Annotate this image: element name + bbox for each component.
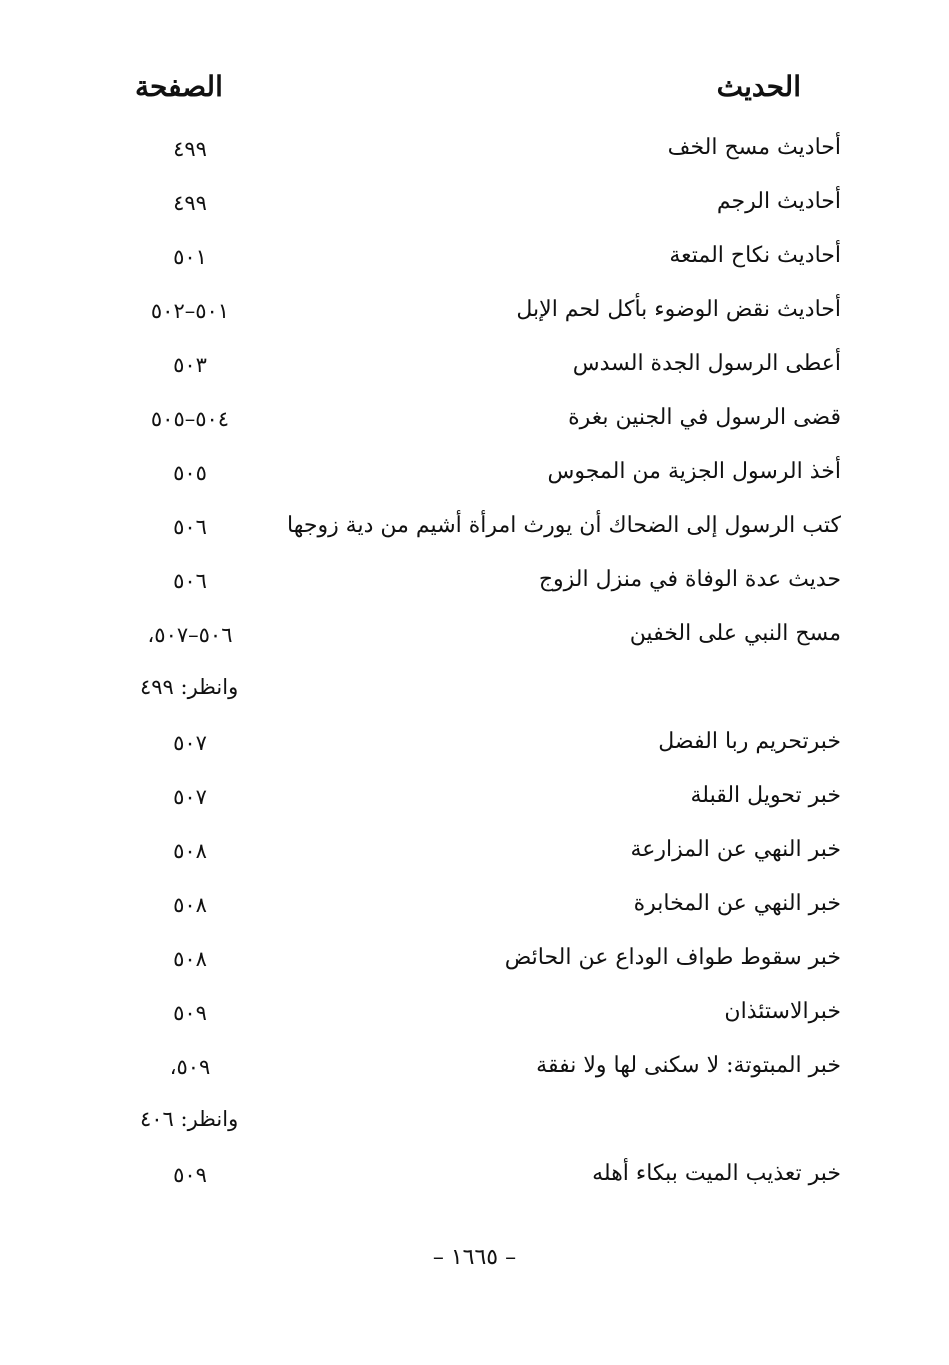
entry-page: ٥٠٩ bbox=[173, 1163, 207, 1187]
entry-title: خبر سقوط طواف الوداع عن الحائض bbox=[504, 945, 841, 970]
index-entries bbox=[0, 125, 949, 1205]
entry-page: ٥٠٤–٥٠٥ bbox=[150, 407, 230, 431]
index-entry bbox=[0, 827, 949, 881]
index-entry bbox=[0, 1151, 949, 1205]
entry-title: خبر تحويل القبلة bbox=[690, 783, 841, 808]
index-entry bbox=[0, 881, 949, 935]
index-entry bbox=[0, 125, 949, 179]
entry-title: خبرتحريم ربا الفضل bbox=[658, 729, 841, 754]
entry-title: خبر تعذيب الميت ببكاء أهله bbox=[592, 1161, 841, 1186]
index-entry bbox=[0, 449, 949, 503]
entry-title: أحاديث نقض الوضوء بأكل لحم الإبل bbox=[516, 297, 841, 322]
index-entry bbox=[0, 233, 949, 287]
entry-title: خبر المبتوتة: لا سكنى لها ولا نفقة bbox=[536, 1053, 841, 1078]
index-entry bbox=[0, 287, 949, 341]
entry-title: أخذ الرسول الجزية من المجوس bbox=[547, 459, 841, 484]
entry-title: أحاديث مسح الخف bbox=[667, 135, 841, 160]
entry-page: ٥٠٥ bbox=[173, 461, 207, 485]
entry-title: خبر النهي عن المخابرة bbox=[633, 891, 841, 916]
entry-title: حديث عدة الوفاة في منزل الزوج bbox=[538, 567, 841, 592]
index-entry bbox=[0, 1043, 949, 1097]
see-also-entry bbox=[0, 665, 949, 719]
entry-title: كتب الرسول إلى الضحاك أن يورث امرأة أشيم من دية زوجها bbox=[287, 513, 841, 538]
index-entry bbox=[0, 989, 949, 1043]
column-header-hadith: الحديث bbox=[716, 70, 801, 103]
see-also-reference: وانظر: ٤٠٦ bbox=[140, 1107, 239, 1131]
entry-page: ٥٠١ bbox=[173, 245, 207, 269]
entry-title: قضى الرسول في الجنين بغرة bbox=[568, 405, 841, 430]
entry-title: أحاديث الرجم bbox=[716, 189, 841, 214]
entry-page: ٥٠٨ bbox=[173, 893, 207, 917]
entry-page: ٥٠٩ bbox=[173, 1001, 207, 1025]
index-entry bbox=[0, 557, 949, 611]
entry-page: ٥٠٧ bbox=[173, 731, 207, 755]
entry-page: ٥٠٩، bbox=[169, 1055, 211, 1079]
see-also-entry bbox=[0, 1097, 949, 1151]
entry-title: أحاديث نكاح المتعة bbox=[669, 243, 841, 268]
index-entry bbox=[0, 773, 949, 827]
entry-page: ٥٠٦ bbox=[173, 569, 207, 593]
index-entry bbox=[0, 341, 949, 395]
entry-page: ٤٩٩ bbox=[173, 137, 207, 161]
entry-page: ٥٠٨ bbox=[173, 947, 207, 971]
entry-page: ٤٩٩ bbox=[173, 191, 207, 215]
page-number: – ١٦٦٥ – bbox=[432, 1245, 517, 1270]
entry-title: أعطى الرسول الجدة السدس bbox=[572, 351, 841, 376]
index-entry bbox=[0, 935, 949, 989]
entry-page: ٥٠٣ bbox=[173, 353, 207, 377]
entry-page: ٥٠٦–٥٠٧، bbox=[147, 623, 233, 647]
entry-title: خبر النهي عن المزارعة bbox=[630, 837, 841, 862]
index-entry bbox=[0, 395, 949, 449]
see-also-reference: وانظر: ٤٩٩ bbox=[140, 675, 239, 699]
index-entry bbox=[0, 179, 949, 233]
column-header-page: الصفحة bbox=[135, 70, 223, 103]
index-entry bbox=[0, 503, 949, 557]
entry-page: ٥٠٧ bbox=[173, 785, 207, 809]
index-entry bbox=[0, 611, 949, 665]
entry-page: ٥٠٨ bbox=[173, 839, 207, 863]
entry-title: مسح النبي على الخفين bbox=[629, 621, 841, 646]
entry-title: خبرالاستئذان bbox=[724, 999, 841, 1024]
entry-page: ٥٠١–٥٠٢ bbox=[150, 299, 230, 323]
entry-page: ٥٠٦ bbox=[173, 515, 207, 539]
index-entry bbox=[0, 719, 949, 773]
